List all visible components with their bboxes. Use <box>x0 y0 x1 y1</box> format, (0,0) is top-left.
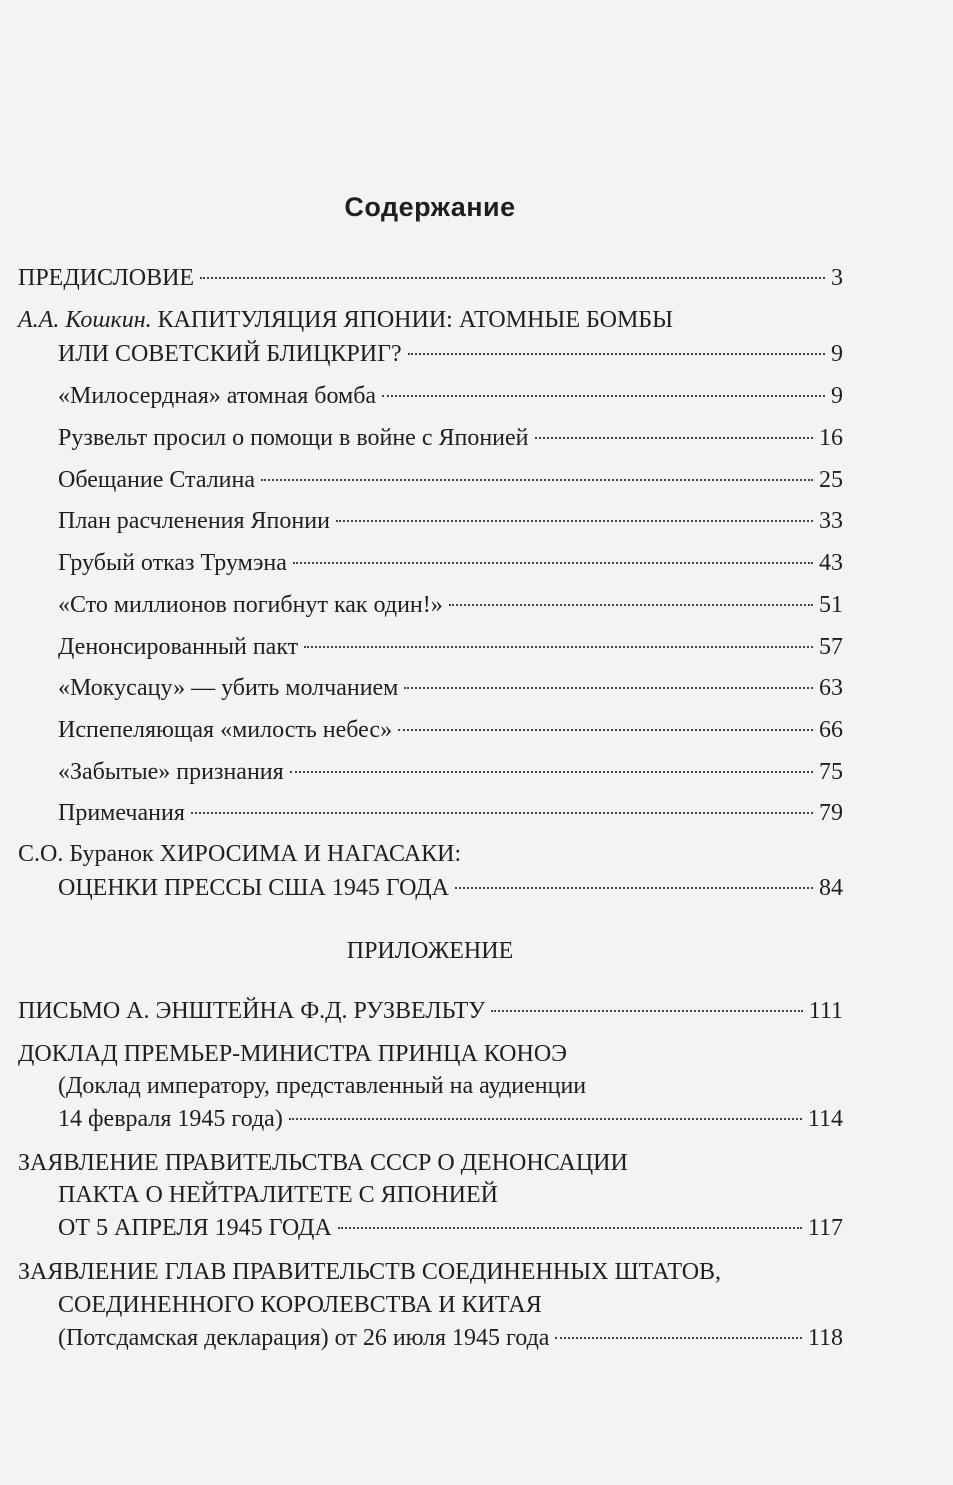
dot-leader <box>200 277 825 279</box>
toc-section-item <box>58 465 843 495</box>
dot-leader <box>555 1337 801 1339</box>
toc-entry-page: 3 <box>831 265 843 291</box>
dot-leader <box>304 646 813 648</box>
appendix-entry-page: 118 <box>807 1325 843 1351</box>
author-name: А.А. Кошкин. <box>18 307 152 333</box>
toc-entry-page: 84 <box>819 875 843 901</box>
dot-leader <box>336 520 813 522</box>
toc-section-text: «Сто миллионов погибнут как один!» <box>58 592 443 618</box>
toc-section-text: План расчленения Японии <box>58 508 330 534</box>
appendix-entry-page: 111 <box>808 998 843 1024</box>
dot-leader <box>382 395 825 397</box>
appendix-entry-ussr-line3 <box>58 1213 843 1243</box>
appendix-entry-ussr-line2: ПАКТА О НЕЙТРАЛИТЕТЕ С ЯПОНИЕЙ <box>58 1182 498 1208</box>
toc-section-item <box>58 798 843 828</box>
appendix-entry-konoe-line3 <box>58 1104 843 1134</box>
appendix-entry-konoe-line2: (Доклад императору, представленный на аудиенции <box>58 1073 587 1099</box>
dot-leader <box>289 1118 802 1120</box>
dot-leader <box>408 353 825 355</box>
appendix-entry-page: 117 <box>807 1215 843 1241</box>
toc-entry-preface <box>18 263 843 293</box>
toc-section-text: Примечания <box>58 800 185 826</box>
toc-section-item <box>58 715 843 745</box>
appendix-entry-text: ПИСЬМО А. ЭНШТЕЙНА Ф.Д. РУЗВЕЛЬТУ <box>18 998 486 1024</box>
work-title-cont: ИЛИ СОВЕТСКИЙ БЛИЦКРИГ? <box>58 341 402 367</box>
toc-section-text: Денонсированный пакт <box>58 634 299 660</box>
toc-section-item <box>58 423 843 453</box>
appendix-entry-page: 114 <box>807 1106 843 1132</box>
toc-section-item <box>58 632 843 662</box>
dot-leader <box>455 887 813 889</box>
toc-section-text: «Милосердная» атомная бомба <box>58 383 377 409</box>
appendix-entry-konoe-line1: ДОКЛАД ПРЕМЬЕР-МИНИСТРА ПРИНЦА КОНОЭ <box>18 1041 568 1067</box>
toc-section-page: 66 <box>819 717 843 743</box>
toc-section-page: 75 <box>819 759 843 785</box>
toc-section-text: Грубый отказ Трумэна <box>58 550 287 576</box>
dot-leader <box>290 771 813 773</box>
appendix-heading: ПРИЛОЖЕНИЕ <box>346 938 514 964</box>
toc-section-text: Испепеляющая «милость небес» <box>58 717 393 743</box>
toc-section-text: «Мокусацу» — убить молчанием <box>58 675 399 701</box>
dot-leader <box>191 812 813 814</box>
toc-section-text: Рузвельт просил о помощи в войне с Японией <box>58 425 529 451</box>
dot-leader <box>404 687 813 689</box>
toc-entry-koshkin-line2 <box>58 339 843 369</box>
dot-leader <box>398 729 813 731</box>
toc-section-text: Обещание Сталина <box>58 467 256 493</box>
page-heading: Содержание <box>344 192 516 222</box>
toc-entry-buranok-line1: С.О. Буранок ХИРОСИМА И НАГАСАКИ: <box>18 841 462 867</box>
toc-section-page: 9 <box>831 383 843 409</box>
toc-section-item <box>58 590 843 620</box>
toc-section-item <box>58 381 843 411</box>
appendix-entry-potsdam-line3 <box>58 1323 843 1353</box>
appendix-entry-potsdam-line2: СОЕДИНЕННОГО КОРОЛЕВСТВА И КИТАЯ <box>58 1292 542 1318</box>
dot-leader <box>261 479 813 481</box>
dot-leader <box>293 562 813 564</box>
toc-section-item <box>58 673 843 703</box>
toc-entry-buranok-line2 <box>58 873 843 903</box>
appendix-entry-ussr-line1: ЗАЯВЛЕНИЕ ПРАВИТЕЛЬСТВА СССР О ДЕНОНСАЦИИ <box>18 1150 628 1176</box>
toc-entry-koshkin-line1 <box>18 305 673 335</box>
toc-section-page: 63 <box>819 675 843 701</box>
work-title-cont: ОЦЕНКИ ПРЕССЫ США 1945 ГОДА <box>58 875 449 901</box>
dot-leader <box>449 604 813 606</box>
toc-section-page: 25 <box>819 467 843 493</box>
toc-entry-text: ПРЕДИСЛОВИЕ <box>18 265 195 291</box>
appendix-entry-text: (Потсдамская декларация) от 26 июля 1945 года <box>58 1325 550 1351</box>
toc-section-text: «Забытые» признания <box>58 759 284 785</box>
toc-section-page: 33 <box>819 508 843 534</box>
toc-section-page: 57 <box>819 634 843 660</box>
toc-section-item <box>58 506 843 536</box>
dot-leader <box>338 1227 802 1229</box>
toc-section-page: 43 <box>819 550 843 576</box>
appendix-entry-potsdam-line1: ЗАЯВЛЕНИЕ ГЛАВ ПРАВИТЕЛЬСТВ СОЕДИНЕННЫХ ШТАТОВ, <box>18 1259 722 1285</box>
toc-section-page: 51 <box>819 592 843 618</box>
appendix-entry-einstein <box>18 996 843 1026</box>
appendix-entry-text: 14 февраля 1945 года) <box>58 1106 283 1132</box>
toc-section-page: 79 <box>819 800 843 826</box>
dot-leader <box>535 437 813 439</box>
work-title: КАПИТУЛЯЦИЯ ЯПОНИИ: АТОМНЫЕ БОМБЫ <box>157 307 673 333</box>
toc-entry-page: 9 <box>831 341 843 367</box>
dot-leader <box>491 1010 803 1012</box>
toc-section-item <box>58 548 843 578</box>
toc-section-item <box>58 757 843 787</box>
toc-section-page: 16 <box>819 425 843 451</box>
appendix-entry-text: ОТ 5 АПРЕЛЯ 1945 ГОДА <box>58 1215 332 1241</box>
